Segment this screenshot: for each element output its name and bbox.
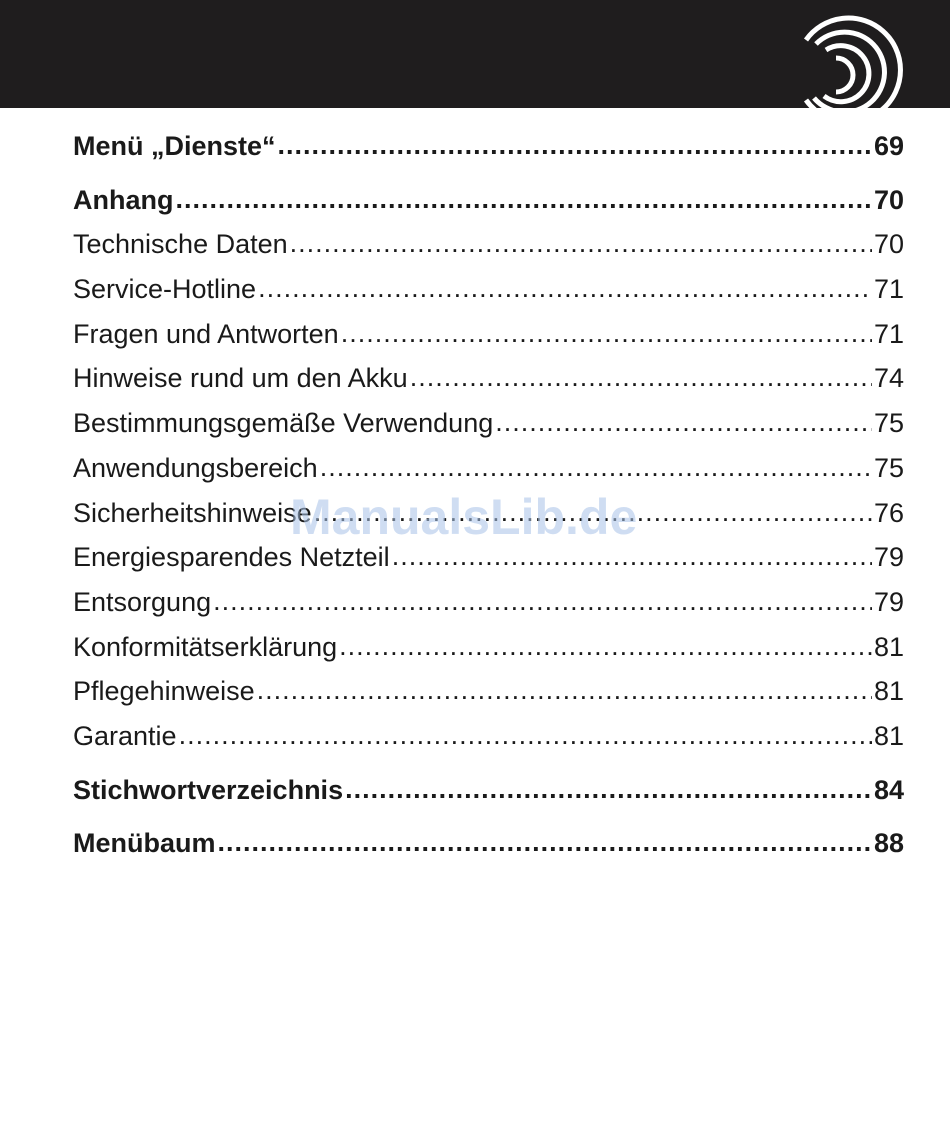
toc-entry-page: 74 bbox=[873, 363, 904, 394]
toc-entry-page: 79 bbox=[873, 586, 904, 617]
toc-leader-dots bbox=[176, 177, 872, 222]
toc-leader-dots bbox=[179, 713, 872, 758]
toc-entry-label: Bestimmungsgemäße Verwendung bbox=[73, 408, 494, 439]
toc-entry-label: Energiesparendes Netzteil bbox=[73, 542, 390, 573]
toc-entry[interactable] bbox=[73, 625, 904, 670]
toc-entry-page: 81 bbox=[873, 631, 904, 662]
toc-leader-dots bbox=[410, 355, 872, 400]
table-of-contents bbox=[73, 124, 904, 866]
toc-entry-label: Fragen und Antworten bbox=[73, 318, 339, 349]
toc-entry-label: Entsorgung bbox=[73, 586, 212, 617]
toc-entry-label: Service-Hotline bbox=[73, 274, 257, 305]
toc-entry-label: Pflegehinweise bbox=[73, 676, 255, 707]
toc-leader-dots bbox=[257, 668, 872, 713]
toc-entry-label: Anwendungsbereich bbox=[73, 452, 318, 483]
toc-leader-dots bbox=[258, 266, 872, 311]
concentric-arcs-icon bbox=[796, 10, 914, 108]
toc-entry[interactable] bbox=[73, 491, 904, 536]
toc-entry-page: 70 bbox=[873, 184, 904, 215]
toc-entry[interactable] bbox=[73, 356, 904, 401]
toc-leader-dots bbox=[320, 445, 872, 490]
watermark: ManualsLib.de bbox=[290, 489, 638, 545]
toc-leader-dots bbox=[345, 767, 872, 812]
toc-entry-page: 81 bbox=[873, 676, 904, 707]
toc-entry-page: 79 bbox=[873, 542, 904, 573]
toc-entry-label: Menü „Dienste“ bbox=[73, 131, 276, 161]
toc-entry[interactable] bbox=[73, 124, 904, 169]
toc-entry-page: 84 bbox=[873, 774, 904, 805]
toc-entry[interactable] bbox=[73, 312, 904, 357]
toc-leader-dots bbox=[278, 123, 872, 168]
toc-leader-dots bbox=[495, 400, 872, 445]
toc-entry-page: 81 bbox=[873, 720, 904, 751]
toc-entry-page: 71 bbox=[873, 318, 904, 349]
toc-entry-page: 88 bbox=[873, 828, 904, 859]
toc-entry[interactable] bbox=[73, 768, 904, 813]
toc-entry-label: Hinweise rund um den Akku bbox=[73, 363, 408, 394]
toc-entry-label: Konformitätserklärung bbox=[73, 631, 338, 662]
toc-entry-label: Stichwortverzeichnis bbox=[73, 774, 344, 805]
toc-entry[interactable] bbox=[73, 178, 904, 223]
toc-entry-label: Garantie bbox=[73, 720, 177, 751]
toc-leader-dots bbox=[290, 221, 872, 266]
toc-entry-page: 75 bbox=[873, 452, 904, 483]
toc-entry[interactable] bbox=[73, 222, 904, 267]
toc-entry[interactable] bbox=[73, 267, 904, 312]
toc-entry[interactable] bbox=[73, 580, 904, 625]
toc-entry-page: 70 bbox=[873, 229, 904, 260]
toc-entry[interactable] bbox=[73, 821, 904, 866]
header-band bbox=[0, 0, 950, 108]
toc-entry[interactable] bbox=[73, 535, 904, 580]
toc-entry[interactable] bbox=[73, 669, 904, 714]
toc-entry-label: Menübaum bbox=[73, 828, 216, 859]
toc-entry-label: Anhang bbox=[73, 184, 174, 215]
toc-entry[interactable] bbox=[73, 714, 904, 759]
toc-leader-dots bbox=[339, 624, 872, 669]
toc-entry[interactable] bbox=[73, 401, 904, 446]
toc-leader-dots bbox=[392, 534, 872, 579]
toc-leader-dots bbox=[341, 311, 872, 356]
toc-entry[interactable] bbox=[73, 446, 904, 491]
toc-entry-label: Sicherheitshinweise bbox=[73, 497, 312, 528]
toc-entry-page: 76 bbox=[873, 497, 904, 528]
toc-entry-page: 69 bbox=[873, 131, 904, 161]
toc-entry-label: Technische Daten bbox=[73, 229, 288, 260]
toc-leader-dots bbox=[213, 579, 872, 624]
toc-entry-page: 75 bbox=[873, 408, 904, 439]
toc-leader-dots bbox=[218, 820, 872, 865]
toc-leader-dots bbox=[314, 490, 872, 535]
toc-entry-page: 71 bbox=[873, 274, 904, 305]
